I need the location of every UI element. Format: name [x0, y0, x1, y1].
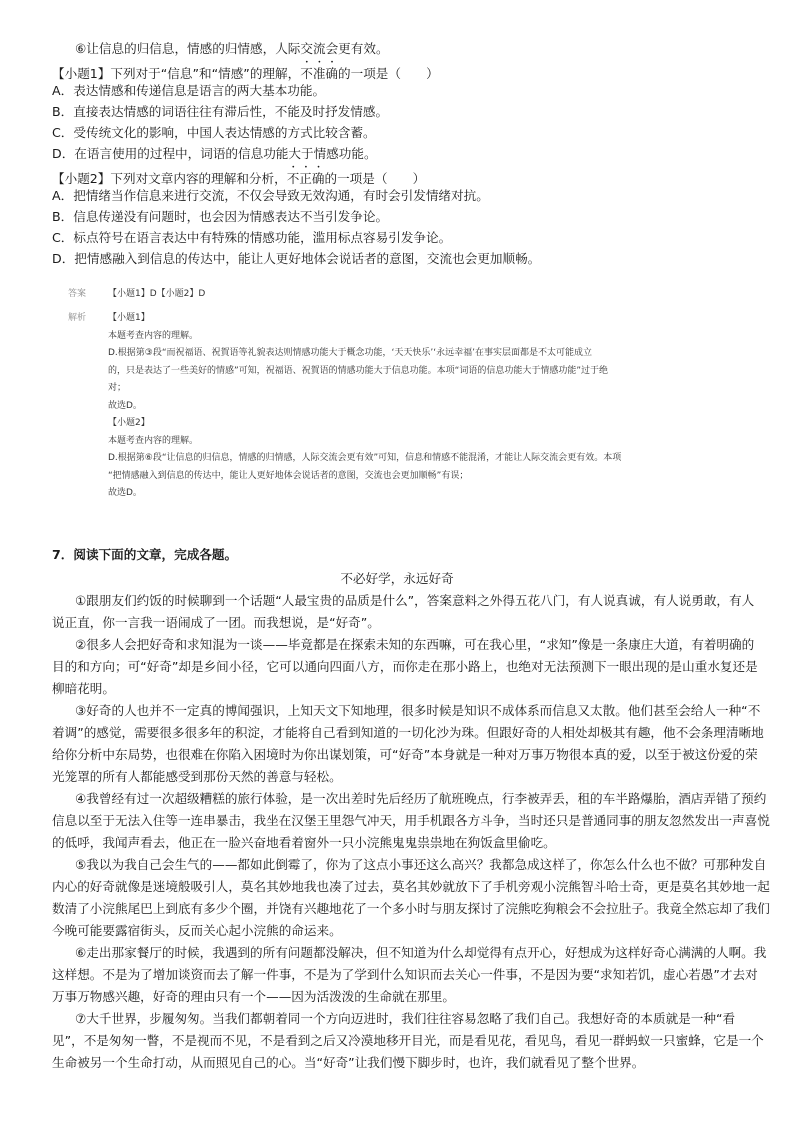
paragraph-line: 的低呼，我闻声看去，他正在一脸兴奋地看着窗外一只小浣熊鬼鬼祟祟地在狗饭盒里偷吃。 — [52, 835, 556, 850]
passage-paragraph-6: ⑥让信息的归信息，情感的归情感，人际交流会更有效。 — [75, 41, 389, 56]
paragraph-line: 万事万物感兴趣，好奇的理由只有一个——因为活泼泼的生命就在那里。 — [52, 989, 455, 1004]
analysis-line: 【小题1】 — [108, 313, 150, 323]
subquestion-2-option-d: D．把情感融入到信息的传达中，能让人更好地体会说话者的意图，交流也会更加顺畅。 — [52, 251, 541, 266]
paragraph-line: 目的和方向；可“好奇”却是乡间小径，它可以通向四面八方，而你走在那小路上，也绝对无法预测下一眼出现的是山重水复还是 — [52, 659, 758, 674]
question-7 — [52, 544, 770, 1074]
analysis-line: 对； — [108, 383, 127, 393]
analysis-line: 本题考查内容的理解。 — [108, 330, 199, 341]
answer-value: 【小题1】D【小题2】D — [108, 289, 206, 299]
article-paragraph-7 — [52, 1008, 764, 1074]
subquestion-2-emphasis: 不正确 — [286, 171, 325, 186]
paragraph-line: 这样想。不是为了增加谈资而去了解一件事，不是为了学到什么知识而去关心一件事，不是因为要“求知若饥，虚心若愚”才去对 — [52, 967, 758, 982]
subquestion-2-stem — [52, 164, 742, 185]
subquestion-2-option-c: C．标点符号在语言表达中有特殊的情感功能，滥用标点容易引发争论。 — [52, 230, 452, 245]
paragraph-line: 信息以至于无法入住等一连串暴击，我坐在汉堡王里怨气冲天，用手机跟各方斗争，当时还只是普通同事的朋友忽然发出一声喜悦 — [52, 813, 770, 828]
analysis-line: D.根据第③段“而祝福语、祝賀语等礼貌表达则情感功能大于概念功能，‘天天快乐’‘永远幸福’在事实层面都是不太可能成立 — [108, 348, 592, 358]
paragraph-line: 见”，不是匆匆一瞥，不是视而不见，不是看到之后又冷漠地移开目光，而是看见花，看见鸟，看见一群蚂蚁一只蜜蜂，它是一个 — [52, 1033, 764, 1048]
paragraph-line: 柳暗花明。 — [52, 681, 115, 696]
paragraph-line: 生命被另一个生命打动，从而照见自己的心。当“好奇”让我们慢下脚步时，也许，我们就看见了整个世界。 — [52, 1055, 645, 1070]
analysis-line: 故选D。 — [108, 400, 142, 411]
paragraph-line: ①跟朋友们约饭的时候聊到一个话题“人最宝贵的品质是什么”，答案意料之外得五花八门，有人说真诚，有人说勇敢，有人 — [75, 593, 755, 608]
question-block-top — [52, 38, 742, 269]
article-paragraph-2 — [52, 634, 758, 700]
analysis-line: 【小题2】 — [108, 418, 150, 428]
paragraph-line: 内心的好奇就像是迷境般吸引人，莫名其妙地我也凑了过去，莫名其妙就放下了手机旁观小浣熊智斗哈士奇，更是莫名其妙地一起 — [52, 879, 770, 894]
subquestion-2-stem-b: 的一项是（ ） — [324, 171, 426, 186]
paragraph-line: 说正直，你一言我一语闹成了一团。而我想说，是“好奇”。 — [52, 615, 380, 630]
subquestion-1-option-c: C．受传统文化的影响，中国人表达情感的方式比较含蓄。 — [52, 125, 376, 140]
analysis-line: “把情感融入到信息的传达中，能让人更好地体会说话者的意图，交流也会更加顺畅”有误； — [108, 470, 469, 481]
subquestion-1-emphasis: 不准确 — [300, 66, 338, 81]
paragraph-line: ③好奇的人也并不一定真的博闻强识，上知天文下知地理，很多时候是知识不成体系而信息又太散。他们甚至会给人一种“不 — [75, 703, 761, 718]
question-7-heading: 7．阅读下面的文章，完成各题。 — [52, 547, 238, 562]
subquestion-2-option-a: A．把情绪当作信息来进行交流，不仅会导致无效沟通，有时会引发情绪对抗。 — [52, 188, 489, 203]
paragraph-line: ⑦大千世界，步履匆匆。当我们都朝着同一个方向迈进时，我们往往容易忽略了我们自己。我想好奇的本质就是一种“看 — [75, 1011, 736, 1026]
paragraph-line: 给你分析中东局势，也很难在你陷入困境时为你出谋划策，可“好奇”本身就是一种对万事万物很本真的爱，以至于被这份爱的荣 — [52, 747, 758, 762]
subquestion-2-stem-a: 【小题2】下列对文章内容的理解和分析， — [52, 171, 287, 186]
article-paragraph-6 — [52, 942, 767, 1008]
paragraph-line: ⑤我以为我自己会生气的——都如此倒霉了，你为了这点小事还这么高兴？我都急成这样了，你怎么什么也不做？可那种发自 — [75, 857, 767, 872]
subquestion-1-stem-a: 【小题1】下列对于“信息”和“情感”的理解， — [52, 66, 301, 81]
subquestion-1-stem-b: 的一项是（ ） — [338, 66, 439, 81]
article-title: 不必好学，永远好奇 — [340, 571, 454, 586]
subquestion-1-option-b: B．直接表达情感的词语往往有滞后性，不能及时抒发情感。 — [52, 104, 389, 119]
answer-label: 答案 — [68, 289, 87, 299]
article-paragraph-3 — [52, 700, 764, 788]
article-paragraph-1 — [52, 590, 755, 634]
subquestion-2-option-b: B．信息传递没有问题时，也会因为情感表达不当引发争论。 — [52, 209, 389, 224]
article-paragraph-5 — [52, 854, 770, 942]
paragraph-line: 数清了小浣熊尾巴上到底有多少个圈，并饶有兴趣地花了一个多小时与朋友探讨了浣熊吃狗粮会不会拉肚子。我竟全然忘却了我们 — [52, 901, 770, 916]
paragraph-line: 光笼罩的所有人都能感受到那份天然的善意与轻松。 — [52, 769, 342, 784]
article-paragraph-4 — [52, 788, 770, 854]
subquestion-1-stem — [52, 59, 742, 80]
analysis-line: 本题考查内容的理解。 — [108, 435, 199, 446]
answer-block — [68, 286, 728, 506]
paragraph-line: ④我曾经有过一次超级糟糕的旅行体验，是一次出差时先后经历了航班晚点，行李被弄丢，租的车半路爆胎，酒店弄错了预约 — [75, 791, 767, 806]
analysis-line: 的，只是表达了一些美好的情感”可知，祝福语、祝賀语的情感功能大于信息功能。本项“词语的信息功能大于情感功能”过于绝 — [108, 365, 608, 376]
analysis-line: D.根据第⑥段“让信息的归信息，情感的归情感，人际交流会更有效”可知，信息和情感不能混淆，才能让人际交流会更有效。本项 — [108, 453, 622, 463]
paragraph-line: ⑥走出那家餐厅的时候，我遇到的所有问题都没解决，但不知道为什么却觉得有点开心，好想成为这样好奇心满满的人啊。我 — [75, 945, 767, 960]
paragraph-line: 今晚可能要露宿街头，反而关心起小浣熊的命运来。 — [52, 923, 342, 938]
answer-text — [108, 286, 748, 304]
paragraph-line: 着调”的感觉，需要很多很多年的积淀，才能将自己看到知道的一切化沙为珠。但跟好奇的人相处却极其有趣，他不会条理清晰地 — [52, 725, 764, 740]
subquestion-1-option-d: D．在语言使用的过程中，词语的信息功能大于情感功能。 — [52, 146, 377, 161]
analysis-label: 解析 — [68, 313, 87, 323]
analysis-text — [108, 310, 748, 503]
analysis-line: 故选D。 — [108, 488, 142, 498]
paragraph-line: ②很多人会把好奇和求知混为一谈——毕竟都是在探索未知的东西嘛，可在我心里，“求知”像是一条康庄大道，有着明确的 — [75, 637, 755, 652]
subquestion-1-option-a: A．表达情感和传递信息是语言的两大基本功能。 — [52, 83, 326, 98]
